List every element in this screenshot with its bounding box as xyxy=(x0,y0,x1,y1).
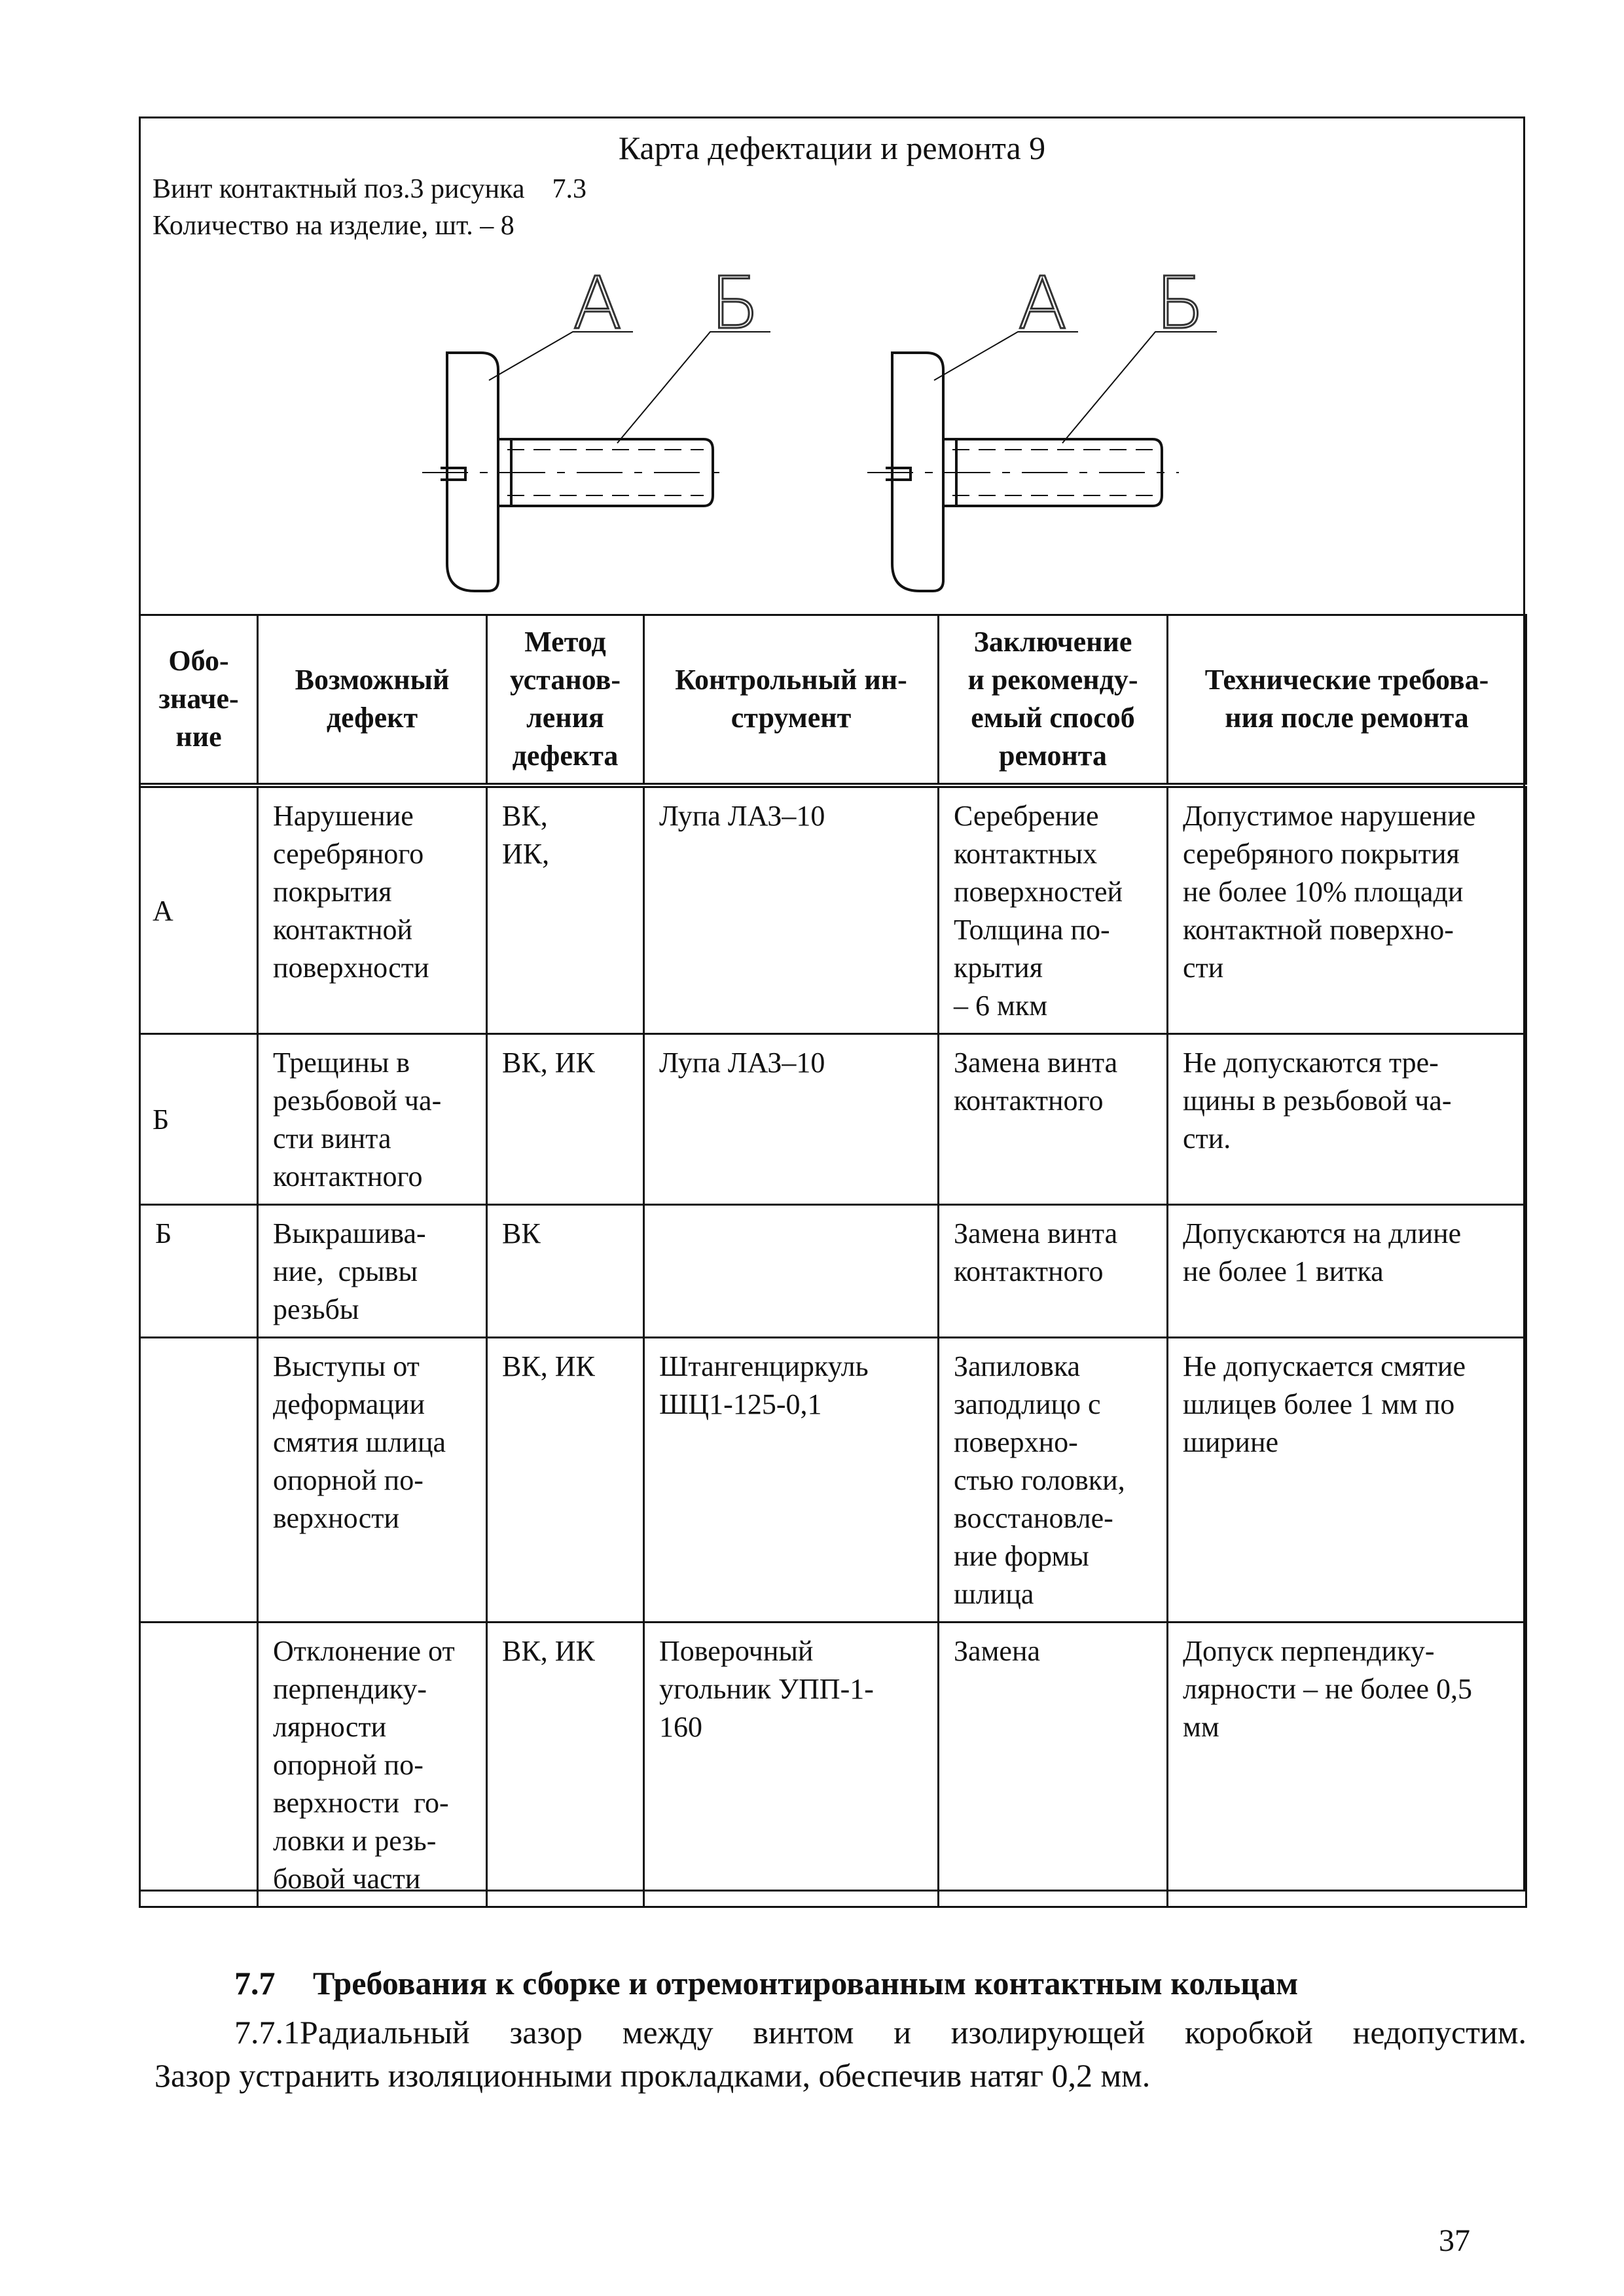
cell-line: Трещины в xyxy=(273,1046,410,1079)
cell-line: шлица xyxy=(954,1577,1034,1610)
cell-method xyxy=(487,785,644,1034)
cell-line: Технические требова- xyxy=(1204,664,1489,696)
cell-defect xyxy=(258,1337,487,1622)
cell-line: 160 xyxy=(659,1710,702,1743)
card-header xyxy=(141,118,1523,617)
header-method xyxy=(487,615,644,785)
cell-line: сти. xyxy=(1183,1122,1231,1155)
cell-line: ширине xyxy=(1183,1426,1279,1458)
cell-line: стью головки, xyxy=(954,1463,1125,1496)
cell-line: опорной по- xyxy=(273,1463,424,1496)
table-row xyxy=(140,1204,1526,1337)
cell-line: шлицев более 1 мм по xyxy=(1183,1388,1455,1420)
cell-line: Не допускаются тре- xyxy=(1183,1046,1439,1079)
section-number: 7.7 xyxy=(234,1965,276,2001)
cell-line: Замена xyxy=(954,1634,1041,1667)
cell-line: восстановле- xyxy=(954,1501,1113,1534)
cell-line: Отклонение от xyxy=(273,1634,455,1667)
cell-defect xyxy=(258,1204,487,1337)
cell-line: ВК, xyxy=(502,799,548,832)
cell-line: Заключение xyxy=(973,626,1132,658)
table-row xyxy=(140,1033,1526,1204)
cell-defect xyxy=(258,1622,487,1907)
cell-code xyxy=(140,1337,258,1622)
section-title: Требования к сборке и отремонтированным контактным кольцам xyxy=(313,1965,1299,2001)
paragraph-7-7-1 xyxy=(154,2011,1526,2097)
cell-conclusion xyxy=(939,1337,1168,1622)
cell-tool xyxy=(644,785,939,1034)
cell-line: верхности xyxy=(273,1501,399,1534)
cell-line: и рекоменду- xyxy=(967,664,1138,696)
cell-line: сти винта xyxy=(273,1122,391,1155)
cell-line: не более 10% площади xyxy=(1183,875,1464,908)
cell-line: ВК xyxy=(502,1217,541,1249)
cell-line: Допуск перпендику- xyxy=(1183,1634,1435,1667)
cell-method xyxy=(487,1033,644,1204)
cell-line: контактных xyxy=(954,837,1098,870)
cell-tool xyxy=(644,1033,939,1204)
cell-requirements xyxy=(1168,1622,1526,1907)
paragraph-line-1: 7.7.1Радиальный зазор между винтом и изолирующей коробкой недопустим. xyxy=(234,2014,1526,2051)
cell-line: лярности xyxy=(273,1710,387,1743)
cell-line: ления xyxy=(526,702,604,734)
cell-line: покрытия xyxy=(273,875,392,908)
cell-line: дефекта xyxy=(512,740,619,772)
cell-line: серебряного xyxy=(273,837,424,870)
cell-line: контактного xyxy=(954,1084,1104,1117)
cell-line: крытия xyxy=(954,951,1043,984)
cell-line: Серебрение xyxy=(954,799,1099,832)
cell-line: верхности го- xyxy=(273,1786,449,1819)
cell-line: смятия шлица xyxy=(273,1426,446,1458)
cell-line: угольник УПП-1- xyxy=(659,1672,874,1705)
defect-card xyxy=(139,117,1525,1895)
cell-line: ремонта xyxy=(999,740,1107,772)
cell-line: Метод xyxy=(524,626,606,658)
cell-line: Допустимое нарушение xyxy=(1183,799,1476,832)
cell-line: Лупа ЛАЗ–10 xyxy=(659,1046,825,1079)
cell-line: серебряного покрытия xyxy=(1183,837,1460,870)
cell-line: ШЦ1-125-0,1 xyxy=(659,1388,822,1420)
cell-line: Контрольный ин- xyxy=(675,664,907,696)
cell-code: Б xyxy=(140,1204,258,1337)
cell-requirements xyxy=(1168,785,1526,1034)
header-tool xyxy=(644,615,939,785)
header-conclusion xyxy=(939,615,1168,785)
cell-method xyxy=(487,1204,644,1337)
cell-conclusion xyxy=(939,785,1168,1034)
cell-line: Лупа ЛАЗ–10 xyxy=(659,799,825,832)
cell-line: ИК, xyxy=(502,837,550,870)
label-a-right: А xyxy=(1018,261,1068,345)
cell-line: Замена винта xyxy=(954,1217,1118,1249)
cell-line: контактного xyxy=(273,1160,423,1193)
cell-line: контактной xyxy=(273,913,413,946)
card-title: Карта дефектации и ремонта 9 xyxy=(618,130,1046,166)
cell-requirements xyxy=(1168,1033,1526,1204)
cell-code: А xyxy=(140,785,258,1034)
cell-line: деформации xyxy=(273,1388,425,1420)
cell-line: бовой части xyxy=(273,1862,421,1895)
cell-line: Возможный xyxy=(295,664,450,696)
cell-line: Выступы от xyxy=(273,1350,420,1382)
cell-line: ВК, ИК xyxy=(502,1046,595,1079)
cell-line: перпендику- xyxy=(273,1672,427,1705)
cell-code xyxy=(140,1622,258,1907)
cell-method xyxy=(487,1622,644,1907)
cell-line: ловки и резь- xyxy=(273,1824,437,1857)
header-defect xyxy=(258,615,487,785)
cell-line: Нарушение xyxy=(273,799,414,832)
cell-requirements xyxy=(1168,1204,1526,1337)
cell-line: Выкрашива- xyxy=(273,1217,426,1249)
label-a-left: А xyxy=(573,261,623,345)
table-row xyxy=(140,785,1526,1034)
cell-conclusion xyxy=(939,1033,1168,1204)
cell-line: сти xyxy=(1183,951,1224,984)
cell-line: Поверочный xyxy=(659,1634,814,1667)
cell-line: контактного xyxy=(954,1255,1104,1287)
cell-line: Обо- xyxy=(168,645,229,677)
paragraph-line-2: Зазор устранить изоляционными прокладками, обеспечив натяг 0,2 мм. xyxy=(154,2057,1151,2094)
cell-line: Допускаются на длине xyxy=(1183,1217,1462,1249)
cell-requirements xyxy=(1168,1337,1526,1622)
cell-line: емый способ xyxy=(971,702,1135,734)
cell-line: опорной по- xyxy=(273,1748,424,1781)
cell-line: Толщина по- xyxy=(954,913,1110,946)
table-header-row xyxy=(140,615,1526,785)
header-requirements xyxy=(1168,615,1526,785)
cell-line: установ- xyxy=(510,664,621,696)
header-code xyxy=(140,615,258,785)
cell-line: ния после ремонта xyxy=(1225,702,1469,734)
cell-tool xyxy=(644,1204,939,1337)
cell-conclusion xyxy=(939,1622,1168,1907)
cell-line: не более 1 витка xyxy=(1183,1255,1384,1287)
cell-line: поверхно- xyxy=(954,1426,1078,1458)
quantity-line: Количество на изделие, шт. – 8 xyxy=(153,211,514,241)
table-row xyxy=(140,1337,1526,1622)
cell-line: поверхностей xyxy=(954,875,1123,908)
cell-line: Замена винта xyxy=(954,1046,1118,1079)
cell-line: значе- xyxy=(158,683,239,715)
cell-conclusion xyxy=(939,1204,1168,1337)
screw-drawing-left xyxy=(422,332,770,591)
cell-line: резьбовой ча- xyxy=(273,1084,442,1117)
cell-line: ние xyxy=(175,721,222,753)
cell-tool xyxy=(644,1337,939,1622)
cell-line: ВК, ИК xyxy=(502,1350,595,1382)
cell-line: ВК, ИК xyxy=(502,1634,595,1667)
cell-line: щины в резьбовой ча- xyxy=(1183,1084,1452,1117)
label-b-left: Б xyxy=(710,261,760,345)
part-line: Винт контактный поз.3 рисунка 7.3 xyxy=(153,174,586,204)
cell-code: Б xyxy=(140,1033,258,1204)
screw-drawing-right xyxy=(867,332,1217,591)
cell-line: – 6 мкм xyxy=(954,989,1048,1022)
cell-line: контактной поверхно- xyxy=(1183,913,1454,946)
cell-line: дефект xyxy=(326,702,418,734)
cell-line: лярности – не более 0,5 xyxy=(1183,1672,1473,1705)
cell-line: ние, срывы xyxy=(273,1255,418,1287)
section-heading xyxy=(234,1962,1298,2004)
cell-line: резьбы xyxy=(273,1293,359,1325)
cell-line: Штангенциркуль xyxy=(659,1350,869,1382)
cell-line: заподлицо с xyxy=(954,1388,1101,1420)
cell-line: поверхности xyxy=(273,951,429,984)
cell-defect xyxy=(258,785,487,1034)
cell-line: ние формы xyxy=(954,1539,1089,1572)
table-row xyxy=(140,1622,1526,1907)
cell-method xyxy=(487,1337,644,1622)
cell-line: струмент xyxy=(731,702,852,734)
label-b-right: Б xyxy=(1155,261,1205,345)
cell-line: Запиловка xyxy=(954,1350,1081,1382)
cell-defect xyxy=(258,1033,487,1204)
page-number: 37 xyxy=(1439,2223,1470,2258)
defects-table xyxy=(139,614,1527,1908)
cell-line: Не допускается смятие xyxy=(1183,1350,1466,1382)
cell-tool xyxy=(644,1622,939,1907)
cell-line: мм xyxy=(1183,1710,1219,1743)
